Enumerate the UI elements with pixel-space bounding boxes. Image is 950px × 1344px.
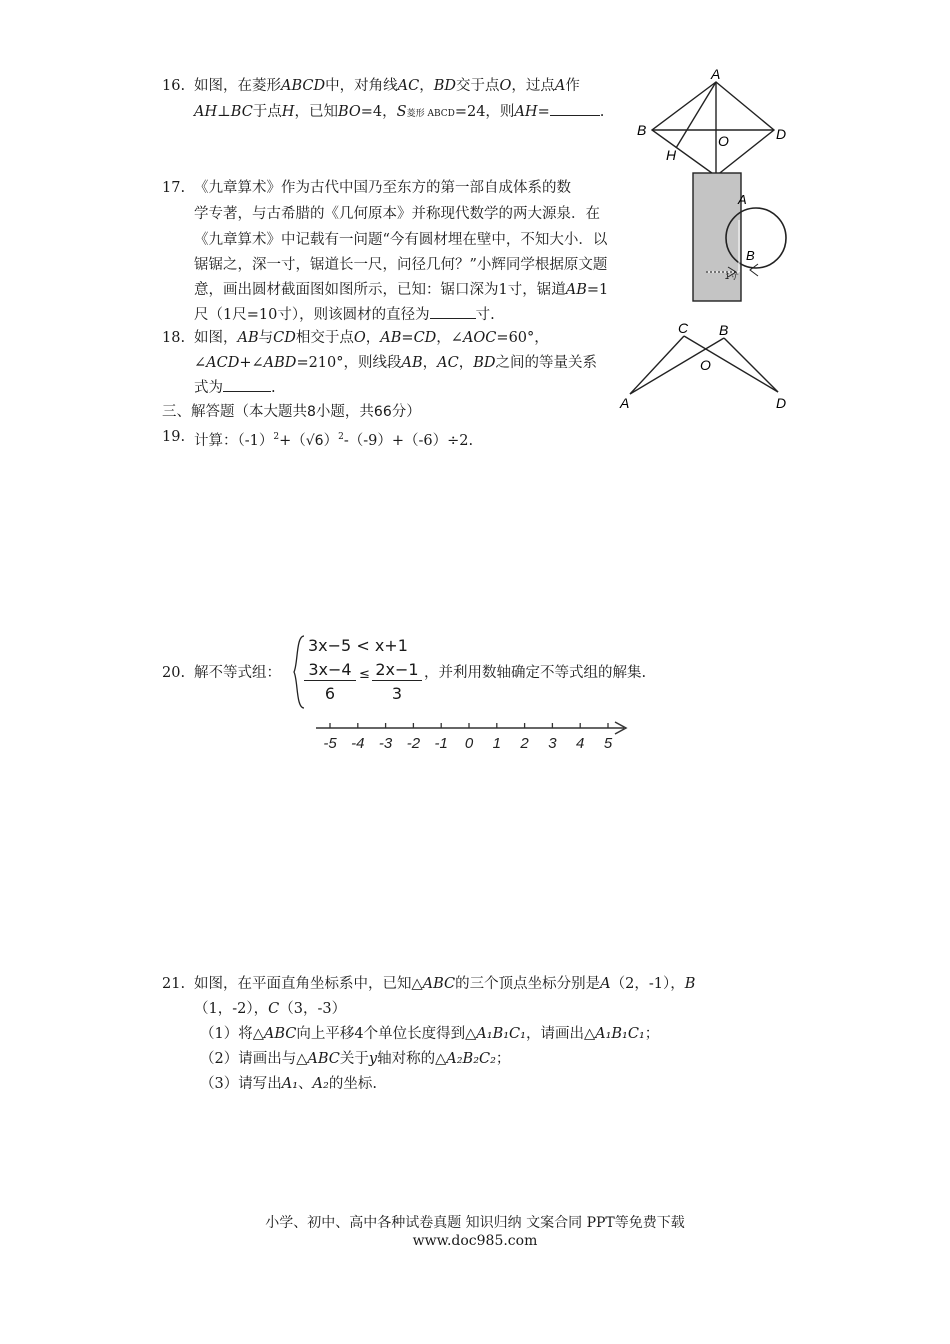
fig16-label-h: H <box>666 147 677 163</box>
q20-label: 解不等式组： <box>194 665 281 681</box>
axis-tick-label: 3 <box>548 735 557 752</box>
fig17-label-a: A <box>738 192 747 207</box>
q16-line2: AH⊥BC于点H，已知BO=4，S菱形 ABCD=24，则AH= . <box>194 104 605 120</box>
q18-number: 18. <box>162 330 186 346</box>
fig18-label-c: C <box>678 320 689 336</box>
axis-tick-label: -2 <box>406 735 421 752</box>
fig16-label-o: O <box>718 133 729 149</box>
q21-part2: （2）请画出与△ABC关于y轴对称的△A₂B₂C₂； <box>200 1051 511 1067</box>
fig18-label-d: D <box>776 395 787 411</box>
q17-answer-blank[interactable] <box>430 318 476 319</box>
axis-tick-label: 4 <box>576 735 585 752</box>
q20-le-sign: ≤ <box>359 667 370 682</box>
axis-tick-label: 1 <box>492 735 501 752</box>
q16-line1: 如图，在菱形ABCD中，对角线AC，BD交于点O，过点A作 <box>194 78 580 94</box>
q20-inequality-1: 3x−5 < x+1 <box>308 636 408 655</box>
section-3-heading: 三、解答题（本大题共8小题，共66分） <box>162 404 421 420</box>
q17-line5: 意，画出圆材截面图如图所示，已知：锯口深为1寸，锯道AB=1 <box>194 282 609 298</box>
axis-tick-label: -3 <box>378 735 393 752</box>
q21-part3: （3）请写出A₁、A₂的坐标. <box>200 1076 377 1092</box>
q18-line1: 如图，AB与CD相交于点O，AB=CD，∠AOC=60°， <box>194 330 549 346</box>
q16-rhombus-figure <box>632 68 797 176</box>
q17-log-figure <box>692 172 792 304</box>
q17-number: 17. <box>162 180 186 196</box>
q21-line1: 如图，在平面直角坐标系中，已知△ABC的三个顶点坐标分别是A（2，-1），B <box>194 976 696 992</box>
q20-number: 20. <box>162 665 186 681</box>
q20-fraction-right-numerator: 2x−1 <box>372 660 422 681</box>
q19-number: 19. <box>162 429 186 445</box>
q21-number: 21. <box>162 976 186 992</box>
q17-line2: 学专著，与古希腊的《几何原本》并称现代数学的两大源泉．在 <box>194 206 600 222</box>
q20-fraction-right-denominator: 3 <box>391 684 403 703</box>
fig17-label-depth: 1寸 <box>725 272 738 281</box>
fig18-label-a: A <box>620 395 630 411</box>
axis-tick-label: 2 <box>520 735 529 752</box>
q18-line3: 式为 . <box>194 380 276 396</box>
q21-part1: （1）将△ABC向上平移4个单位长度得到△A₁B₁C₁，请画出△A₁B₁C₁； <box>200 1026 660 1042</box>
q18-line2: ∠ACD+∠ABD=210°，则线段AB，AC，BD之间的等量关系 <box>194 355 598 371</box>
q17-line3: 《九章算术》中记载有一问题“今有圆材埋在壁中，不知大小．以 <box>194 232 608 248</box>
fig16-label-a: A <box>711 68 721 82</box>
q17-line6: 尺（1尺=10寸），则该圆材的直径为 寸. <box>194 307 495 323</box>
q20-instruction: ，并利用数轴确定不等式组的解集. <box>424 665 647 681</box>
footer-website-link[interactable]: www.doc985.com <box>412 1233 538 1249</box>
q19-expression: 计算：$(-1)^2+(√6)^2-(-9)+(-6)\div 2$. <box>194 432 474 449</box>
q18-answer-blank[interactable] <box>223 391 271 392</box>
q20-fraction-left-denominator: 6 <box>324 684 336 703</box>
axis-tick-label: -5 <box>323 735 337 752</box>
fig16-label-d: D <box>776 126 787 142</box>
fig17-label-b: B <box>746 248 755 263</box>
q16-number: 16. <box>162 78 186 94</box>
q20-number-line[interactable] <box>312 718 634 754</box>
axis-tick-label: -4 <box>351 735 365 752</box>
q20-fraction-left-numerator: 3x−4 <box>304 660 356 681</box>
q18-crossing-figure <box>618 318 794 412</box>
q17-line1: 《九章算术》作为古代中国乃至东方的第一部自成体系的数 <box>194 180 571 196</box>
q17-line4: 锯锯之，深一寸，锯道长一尺，问径几何？”小辉同学根据原文题 <box>194 257 608 273</box>
fig18-label-b: B <box>719 322 729 338</box>
q21-line2: （1，-2），C（3，-3） <box>194 1001 347 1017</box>
footer-promo-text: 小学、初中、高中各种试卷真题 知识归纳 文案合同 PPT等免费下载 <box>265 1215 685 1231</box>
axis-tick-label: 0 <box>464 735 474 752</box>
cube-root-of-6: √6 <box>305 432 324 449</box>
axis-tick-label: 5 <box>603 735 613 752</box>
q16-answer-blank[interactable] <box>550 115 600 116</box>
axis-tick-label: -1 <box>434 735 448 752</box>
fig18-label-o: O <box>700 357 711 373</box>
fig16-label-b: B <box>637 122 647 138</box>
